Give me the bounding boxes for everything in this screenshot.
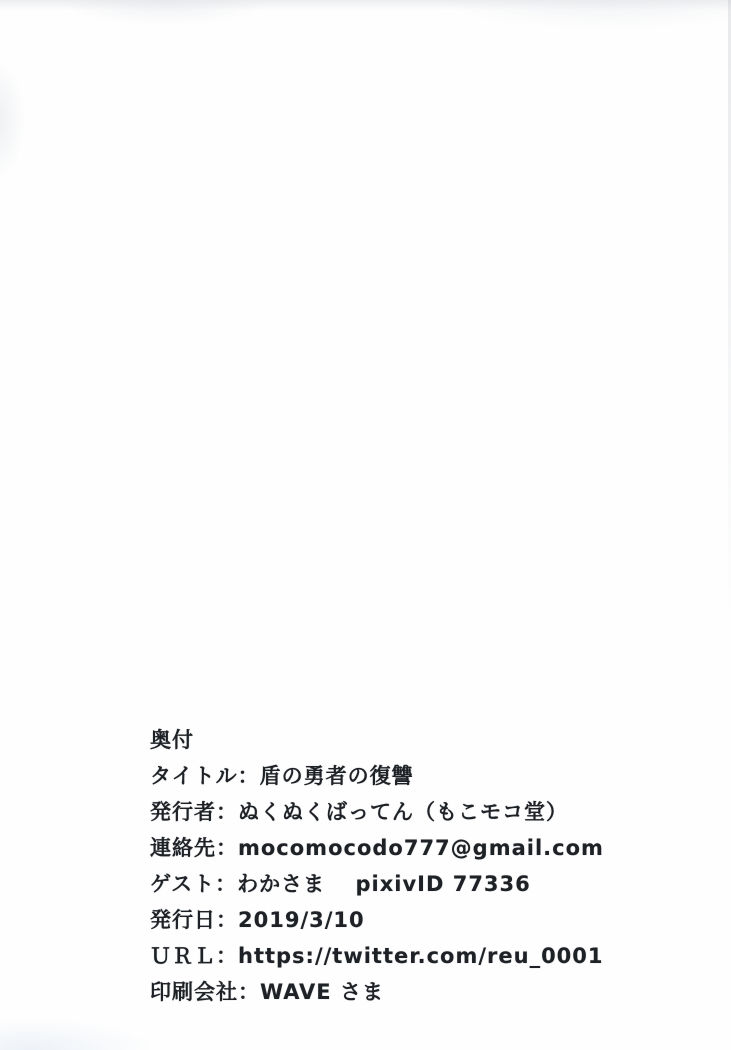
scan-artifact-top-patch	[430, 0, 730, 30]
colophon-label-printer: 印刷会社	[150, 980, 238, 1004]
colon-separator: ：	[238, 980, 260, 1004]
colophon-value-publisher: ぬくぬくばってん（もこモコ堂）	[238, 800, 568, 824]
colophon-line-publish-date	[150, 902, 604, 938]
colophon-line-guest	[150, 866, 604, 902]
colophon-label-title: タイトル	[150, 764, 238, 788]
colophon-block	[150, 722, 604, 1010]
colophon-line-printer	[150, 974, 604, 1010]
colophon-value-contact-email: mocomocodo777@gmail.com	[238, 836, 604, 860]
colophon-value-twitter-url: https://twitter.com/reu_0001	[238, 944, 604, 968]
colophon-value-guest: わかさま pixivID 77336	[237, 872, 531, 896]
colophon-value-printer: WAVE さま	[260, 980, 384, 1004]
colon-separator: ：	[216, 836, 238, 860]
colophon-line-url	[150, 938, 604, 974]
scan-artifact-left-smudge	[0, 60, 26, 180]
colophon-line-title	[150, 758, 604, 794]
colon-separator: ：	[216, 908, 238, 932]
colon-separator: ：	[216, 944, 238, 968]
colophon-label-guest: ゲスト	[150, 872, 216, 896]
colophon-label-contact: 連絡先	[150, 836, 216, 860]
colophon-label-publish-date: 発行日	[150, 908, 216, 932]
colon-separator: ：	[237, 764, 260, 788]
colophon-label-publisher: 発行者	[150, 800, 216, 824]
scan-artifact-bottom-left	[0, 1020, 150, 1050]
colophon-line-publisher	[150, 794, 604, 830]
colon-separator: ：	[216, 800, 238, 824]
colophon-label-url: ＵＲＬ	[150, 944, 216, 968]
colon-separator: ：	[215, 872, 238, 896]
colophon-line-contact	[150, 830, 604, 866]
scan-artifact-top-patch	[55, 0, 275, 26]
colophon-heading: 奥付	[150, 728, 194, 752]
colophon-value-publish-date: 2019/3/10	[238, 908, 365, 932]
colophon-value-title: 盾の勇者の復讐	[259, 764, 414, 788]
